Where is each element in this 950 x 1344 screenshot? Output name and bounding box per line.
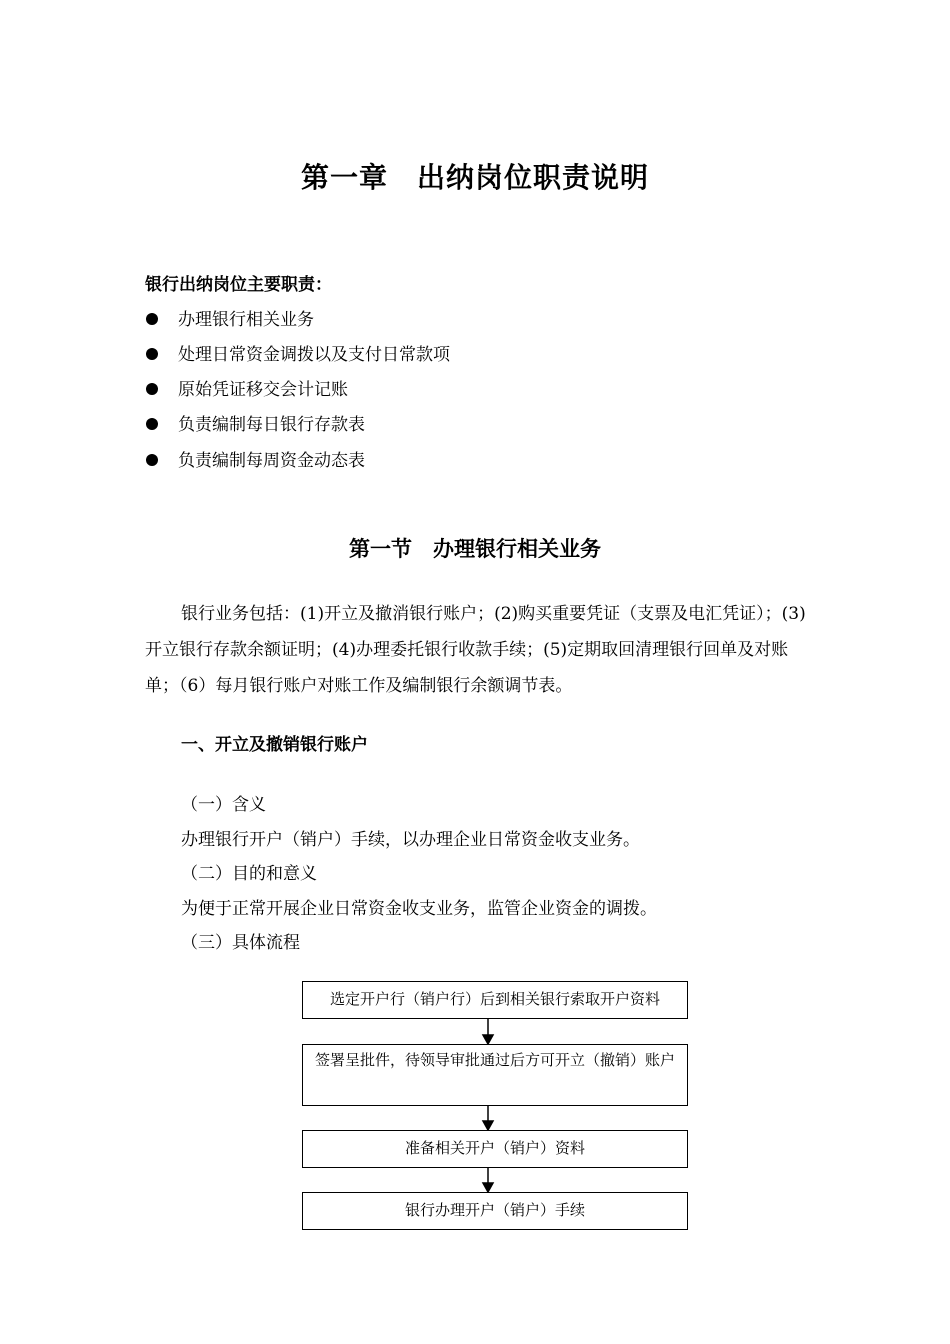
meaning-label: （一）含义	[181, 795, 266, 815]
responsibility-text: 原始凭证移交会计记账	[178, 380, 348, 400]
flow-step-text: 准备相关开户（销户）资料	[404, 1139, 585, 1157]
flow-step-4	[302, 1192, 688, 1230]
purpose-text: 为便于正常开展企业日常资金收支业务，监管企业资金的调拨。	[181, 899, 657, 919]
responsibilities-heading: 银行出纳岗位主要职责：	[145, 275, 332, 295]
flow-step-text: 选定开户行（销户行）后到相关银行索取开户资料	[329, 990, 660, 1008]
meaning-text: 办理银行开户（销户）手续，以办理企业日常资金收支业务。	[181, 830, 640, 850]
responsibility-text: 负责编制每周资金动态表	[178, 451, 365, 471]
arrow-head-icon	[483, 1121, 493, 1130]
flow-step-text: 银行办理开户（销户）手续	[404, 1201, 585, 1219]
subsection-title: 一、开立及撤销银行账户	[181, 735, 368, 755]
purpose-label: （二）目的和意义	[181, 864, 317, 884]
chapter-title: 第一章 出纳岗位职责说明	[300, 161, 649, 194]
flow-step-1	[302, 981, 688, 1019]
responsibility-text: 处理日常资金调拨以及支付日常款项	[178, 345, 450, 365]
arrow-head-icon	[483, 1183, 493, 1192]
arrow-head-icon	[483, 1035, 493, 1044]
intro-paragraph: 银行业务包括：(1)开立及撤消银行账户；(2)购买重要凭证（支票及电汇凭证）；(3)开立银行存款余额证明；(4)办理委托银行收款手续；(5)定期取回清理银行回单及对账单；（6）每月银行账户对账工作及编制银行余额调节表。	[145, 604, 806, 696]
flow-step-3	[302, 1130, 688, 1168]
flow-step-2	[302, 1044, 688, 1106]
process-label: （三）具体流程	[181, 933, 300, 953]
flow-step-text: 签署呈批件，待领导审批通过后方可开立（撤销）账户	[315, 1051, 676, 1069]
responsibility-text: 办理银行相关业务	[178, 310, 314, 330]
section-title: 第一节 办理银行相关业务	[349, 537, 601, 561]
responsibility-text: 负责编制每日银行存款表	[178, 415, 365, 435]
